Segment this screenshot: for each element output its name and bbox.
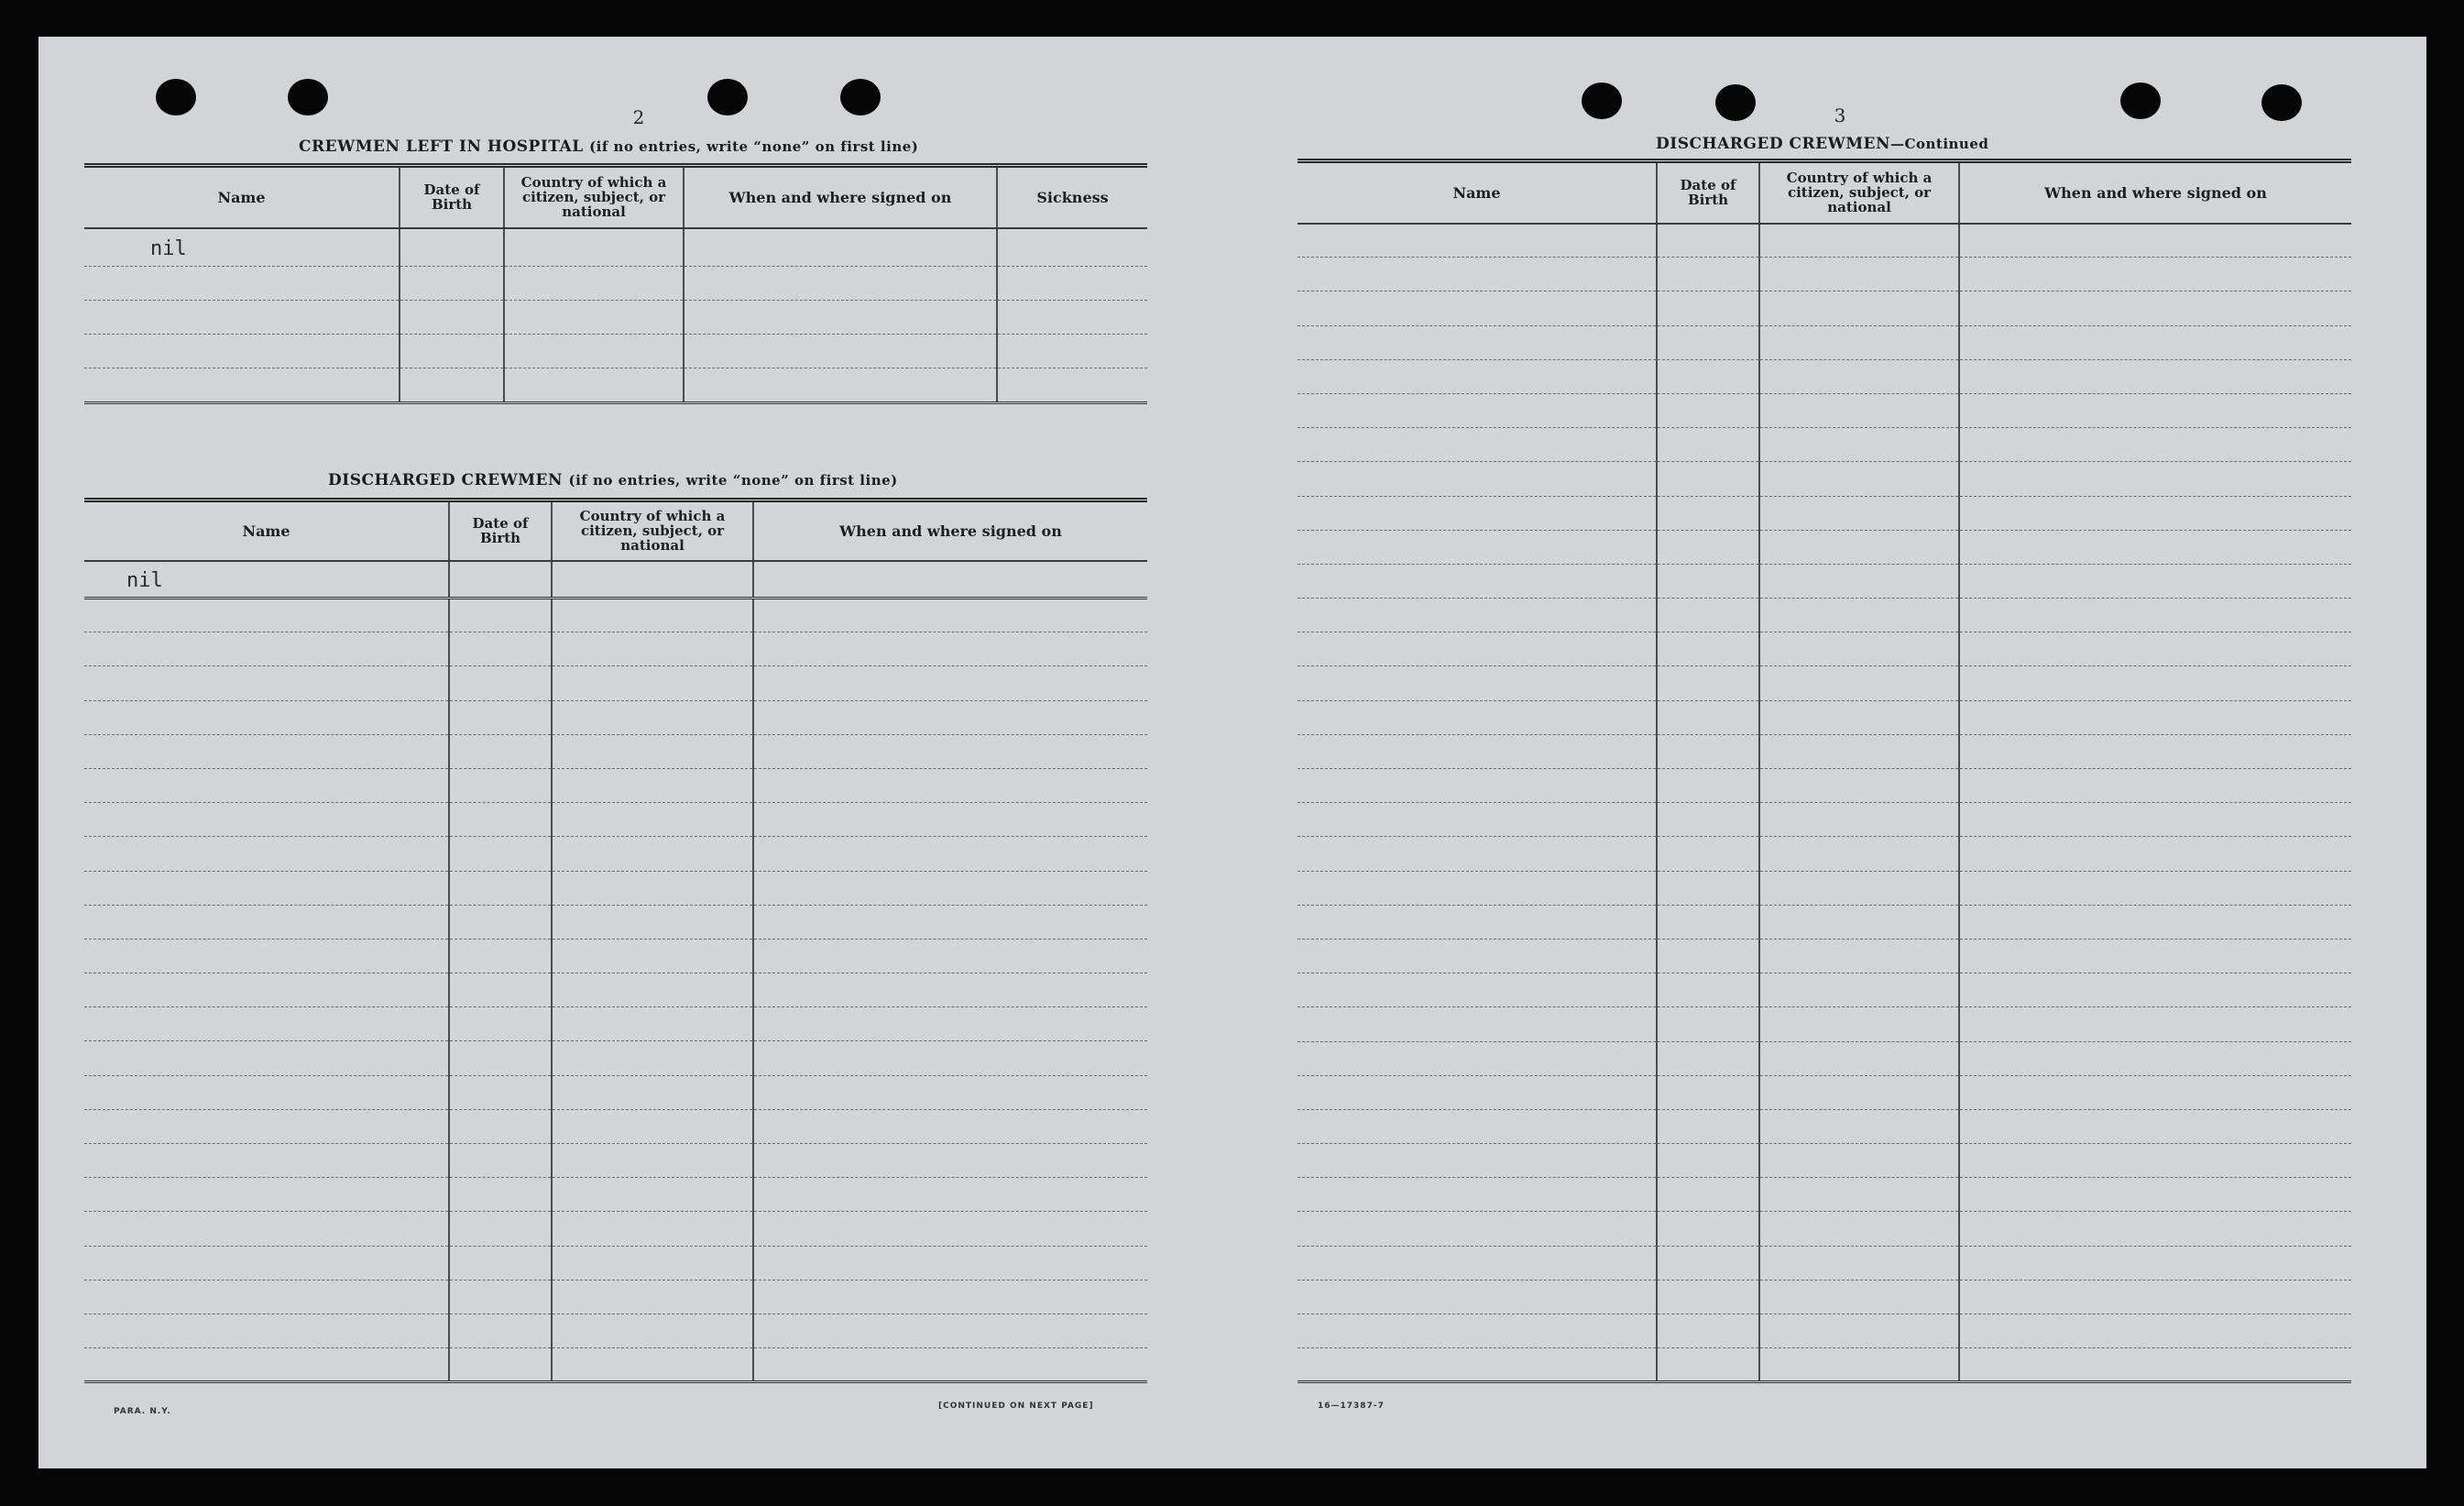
table-cell (84, 561, 449, 599)
table-cell (1759, 1212, 1959, 1246)
table-cell (1959, 325, 2351, 359)
table-cell (1657, 462, 1759, 496)
table-cell (1759, 1314, 1959, 1348)
table-cell (1759, 530, 1959, 564)
table-cell (84, 335, 400, 368)
column-header: Country of which a citizen, subject, or national (1759, 161, 1959, 224)
table-cell (84, 837, 449, 871)
table-cell (552, 632, 753, 666)
table-cell (1657, 803, 1759, 837)
table-cell (449, 973, 552, 1007)
table-cell (449, 599, 552, 632)
table-cell (1298, 599, 1657, 632)
table-cell (753, 1007, 1147, 1041)
printer-mark: PARA. N.Y. (114, 1407, 171, 1416)
table-cell (84, 1075, 449, 1109)
table-cell (1657, 1178, 1759, 1212)
table-cell (1959, 599, 2351, 632)
table-cell (449, 734, 552, 768)
table-cell (552, 1007, 753, 1041)
table-cell (753, 1280, 1147, 1314)
table-cell (1657, 1212, 1759, 1246)
table-cell (1298, 496, 1657, 530)
table-cell (552, 1348, 753, 1382)
table-cell (1959, 1075, 2351, 1109)
table-cell (1759, 1144, 1959, 1178)
table-cell (84, 1246, 449, 1280)
table-cell (449, 871, 552, 905)
table-cell (1298, 564, 1657, 598)
table-cell (1959, 530, 2351, 564)
table-cell (1657, 496, 1759, 530)
table-cell (1959, 700, 2351, 734)
punch-hole-icon (2120, 82, 2161, 119)
table-cell (1657, 1246, 1759, 1280)
table-cell (504, 368, 684, 403)
table-cell (1298, 1280, 1657, 1314)
table-cell (1657, 1348, 1759, 1382)
table-cell (449, 939, 552, 973)
table-cell (1298, 530, 1657, 564)
table-cell (1298, 769, 1657, 803)
column-header: Name (1298, 161, 1657, 224)
table-cell (449, 837, 552, 871)
table-cell (1959, 1007, 2351, 1041)
table-cell (1657, 1109, 1759, 1143)
table-cell (1657, 291, 1759, 325)
table-cell (84, 632, 449, 666)
table-cell (504, 228, 684, 267)
table-cell (1657, 325, 1759, 359)
table-cell (84, 871, 449, 905)
table-cell (753, 939, 1147, 973)
table-cell (1759, 564, 1959, 598)
table-cell (1959, 1212, 2351, 1246)
table-cell (1657, 973, 1759, 1007)
table-cell (552, 1246, 753, 1280)
table-cell (753, 1246, 1147, 1280)
table-cell (1759, 1348, 1959, 1382)
table-cell (1657, 359, 1759, 393)
table-cell (1298, 1041, 1657, 1075)
table-cell (753, 837, 1147, 871)
table-cell (552, 561, 753, 599)
table-cell (449, 632, 552, 666)
table-cell (997, 228, 1147, 267)
discharged-continued-table (1298, 159, 2351, 1383)
table-cell (84, 905, 449, 939)
hospital-table (84, 163, 1147, 404)
table-cell (1959, 393, 2351, 427)
table-cell (753, 599, 1147, 632)
table-cell (84, 939, 449, 973)
column-header: When and where signed on (753, 500, 1147, 561)
table-cell (1298, 393, 1657, 427)
table-cell (449, 1246, 552, 1280)
table-cell (1298, 1007, 1657, 1041)
table-cell (753, 1075, 1147, 1109)
table-cell (1959, 939, 2351, 973)
table-cell (684, 335, 997, 368)
table-cell (1759, 496, 1959, 530)
table-cell (449, 768, 552, 802)
table-cell (84, 267, 400, 301)
table-cell (753, 561, 1147, 599)
table-cell (1759, 599, 1959, 632)
punch-hole-icon (840, 79, 881, 115)
table-cell (1298, 1246, 1657, 1280)
table-cell (1657, 769, 1759, 803)
table-cell (1657, 258, 1759, 291)
table-cell (84, 1007, 449, 1041)
table-cell (449, 1109, 552, 1143)
table-cell (1759, 905, 1959, 939)
table-cell (753, 871, 1147, 905)
table-cell (84, 1109, 449, 1143)
table-cell (1298, 1212, 1657, 1246)
table-cell (449, 1007, 552, 1041)
handwritten-entry: nil (150, 237, 187, 261)
table-cell (1298, 1178, 1657, 1212)
discharged-section-title: DISCHARGED CREWMEN (if no entries, write “none” on first line) (328, 471, 898, 489)
table-cell (1759, 1280, 1959, 1314)
table-cell (1959, 871, 2351, 905)
table-cell (449, 905, 552, 939)
table-cell (684, 228, 997, 267)
column-header: When and where signed on (1959, 161, 2351, 224)
table-cell (84, 973, 449, 1007)
table-cell (1657, 530, 1759, 564)
table-cell (1657, 224, 1759, 258)
table-cell (1759, 803, 1959, 837)
table-cell (753, 632, 1147, 666)
table-cell (1298, 1314, 1657, 1348)
table-cell (504, 267, 684, 301)
table-cell (1657, 428, 1759, 462)
table-cell (1759, 666, 1959, 700)
table-cell (753, 1144, 1147, 1178)
table-cell (449, 803, 552, 837)
table-cell (1959, 258, 2351, 291)
table-cell (997, 335, 1147, 368)
table-cell (997, 267, 1147, 301)
table-cell (504, 335, 684, 368)
table-cell (552, 666, 753, 700)
page-number-left: 2 (632, 106, 645, 128)
table-cell (1298, 666, 1657, 700)
table-cell (552, 905, 753, 939)
table-cell (1759, 1075, 1959, 1109)
table-cell (753, 734, 1147, 768)
table-cell (1759, 1007, 1959, 1041)
table-cell (753, 1348, 1147, 1382)
table-cell (1759, 258, 1959, 291)
continued-note: [CONTINUED ON NEXT PAGE] (938, 1402, 1094, 1411)
table-cell (1759, 291, 1959, 325)
table-cell (1298, 632, 1657, 666)
table-cell (1759, 462, 1959, 496)
table-cell (552, 871, 753, 905)
table-cell (1657, 1075, 1759, 1109)
table-cell (1759, 393, 1959, 427)
table-cell (552, 1314, 753, 1347)
punch-hole-icon (1715, 84, 1756, 121)
table-cell (84, 368, 400, 403)
table-cell (1959, 1041, 2351, 1075)
table-cell (449, 1178, 552, 1212)
table-cell (84, 1144, 449, 1178)
discharged-table (84, 498, 1147, 1383)
table-cell (84, 1178, 449, 1212)
column-header: Country of which a citizen, subject, or national (552, 500, 753, 561)
table-cell (552, 734, 753, 768)
table-cell (1298, 325, 1657, 359)
form-number: 16—17387-7 (1318, 1402, 1385, 1411)
table-cell (1298, 1348, 1657, 1382)
table-cell (1657, 1007, 1759, 1041)
table-cell (1657, 700, 1759, 734)
table-cell (1959, 1178, 2351, 1212)
table-cell (552, 803, 753, 837)
table-cell (1298, 291, 1657, 325)
table-cell (1959, 428, 2351, 462)
document-sheet (38, 37, 2426, 1468)
table-cell (1959, 632, 2351, 666)
table-cell (552, 1109, 753, 1143)
column-header: Sickness (997, 166, 1147, 228)
table-cell (1759, 837, 1959, 871)
table-cell (1959, 291, 2351, 325)
table-cell (1759, 325, 1959, 359)
punch-hole-icon (2261, 84, 2302, 121)
table-cell (1759, 734, 1959, 768)
table-cell (449, 1041, 552, 1075)
table-cell (1298, 734, 1657, 768)
table-cell (552, 837, 753, 871)
table-cell (1657, 564, 1759, 598)
table-cell (84, 700, 449, 734)
table-cell (1298, 905, 1657, 939)
table-cell (84, 1041, 449, 1075)
table-cell (1657, 905, 1759, 939)
table-cell (84, 768, 449, 802)
table-cell (449, 561, 552, 599)
table-cell (1759, 1109, 1959, 1143)
handwritten-entry: nil (126, 569, 163, 593)
punch-hole-icon (156, 79, 196, 115)
table-cell (1959, 666, 2351, 700)
table-cell (753, 1212, 1147, 1246)
table-cell (997, 368, 1147, 403)
table-cell (1959, 973, 2351, 1007)
table-cell (449, 1314, 552, 1347)
table-cell (552, 1041, 753, 1075)
table-cell (552, 700, 753, 734)
table-cell (1959, 1348, 2351, 1382)
column-header: Date of Birth (400, 166, 504, 228)
table-cell (753, 1178, 1147, 1212)
table-cell (552, 1144, 753, 1178)
table-cell (1657, 1144, 1759, 1178)
table-cell (1759, 428, 1959, 462)
table-cell (84, 301, 400, 335)
table-cell (84, 666, 449, 700)
table-cell (552, 599, 753, 632)
table-cell (1959, 1144, 2351, 1178)
column-header: Name (84, 166, 400, 228)
table-cell (400, 368, 504, 403)
table-cell (684, 267, 997, 301)
table-cell (753, 700, 1147, 734)
table-cell (1959, 496, 2351, 530)
column-header: Date of Birth (449, 500, 552, 561)
table-cell (1298, 462, 1657, 496)
column-header: Country of which a citizen, subject, or national (504, 166, 684, 228)
table-cell (1759, 1246, 1959, 1280)
discharged-continued-title: DISCHARGED CREWMEN—Continued (1656, 135, 1989, 153)
table-cell (1298, 224, 1657, 258)
table-cell (1298, 803, 1657, 837)
table-cell (684, 301, 997, 335)
table-cell (1657, 1041, 1759, 1075)
table-cell (1759, 1041, 1959, 1075)
table-cell (1657, 837, 1759, 871)
table-cell (400, 335, 504, 368)
punch-hole-icon (707, 79, 748, 115)
table-cell (449, 700, 552, 734)
table-cell (1959, 905, 2351, 939)
table-cell (504, 301, 684, 335)
table-cell (1657, 666, 1759, 700)
table-cell (1657, 939, 1759, 973)
table-cell (1959, 734, 2351, 768)
table-cell (1959, 462, 2351, 496)
table-cell (1759, 224, 1959, 258)
table-cell (1298, 1109, 1657, 1143)
table-cell (400, 301, 504, 335)
table-cell (1959, 224, 2351, 258)
table-cell (1759, 700, 1959, 734)
table-cell (84, 599, 449, 632)
table-cell (1759, 973, 1959, 1007)
table-cell (1759, 359, 1959, 393)
table-cell (1298, 428, 1657, 462)
table-cell (1657, 871, 1759, 905)
table-cell (449, 1075, 552, 1109)
table-cell (1959, 1314, 2351, 1348)
table-cell (684, 368, 997, 403)
table-cell (552, 939, 753, 973)
table-cell (400, 228, 504, 267)
punch-hole-icon (288, 79, 328, 115)
page-number-right: 3 (1834, 104, 1846, 126)
table-cell (84, 1212, 449, 1246)
table-cell (753, 1041, 1147, 1075)
table-cell (997, 301, 1147, 335)
table-cell (753, 905, 1147, 939)
table-cell (1657, 632, 1759, 666)
table-cell (1959, 803, 2351, 837)
table-cell (552, 768, 753, 802)
table-cell (753, 803, 1147, 837)
table-cell (1298, 1144, 1657, 1178)
table-cell (753, 666, 1147, 700)
table-cell (753, 973, 1147, 1007)
table-cell (449, 1212, 552, 1246)
table-cell (1298, 939, 1657, 973)
table-cell (552, 1280, 753, 1314)
column-header: When and where signed on (684, 166, 997, 228)
table-cell (552, 973, 753, 1007)
table-cell (552, 1075, 753, 1109)
table-cell (449, 1144, 552, 1178)
table-cell (1959, 769, 2351, 803)
table-cell (1298, 700, 1657, 734)
table-cell (753, 1314, 1147, 1347)
table-cell (1657, 599, 1759, 632)
table-cell (1298, 1075, 1657, 1109)
table-cell (1657, 734, 1759, 768)
hospital-section-title: CREWMEN LEFT IN HOSPITAL (if no entries, write “none” on first line) (299, 137, 919, 156)
table-cell (84, 734, 449, 768)
table-cell (552, 1178, 753, 1212)
table-cell (84, 1314, 449, 1347)
table-cell (1959, 564, 2351, 598)
table-cell (1759, 632, 1959, 666)
table-cell (1959, 1109, 2351, 1143)
table-cell (1759, 769, 1959, 803)
table-cell (84, 1348, 449, 1382)
table-cell (1759, 939, 1959, 973)
table-cell (1298, 973, 1657, 1007)
table-cell (1959, 359, 2351, 393)
table-cell (400, 267, 504, 301)
table-cell (1759, 1178, 1959, 1212)
table-cell (449, 1280, 552, 1314)
table-cell (1959, 1246, 2351, 1280)
table-cell (84, 1280, 449, 1314)
table-cell (552, 1212, 753, 1246)
table-cell (1657, 1280, 1759, 1314)
table-cell (1759, 871, 1959, 905)
table-cell (753, 1109, 1147, 1143)
table-cell (1657, 1314, 1759, 1348)
table-cell (84, 803, 449, 837)
table-cell (84, 228, 400, 267)
table-cell (753, 768, 1147, 802)
table-cell (1298, 258, 1657, 291)
punch-hole-icon (1582, 82, 1622, 119)
table-cell (1959, 1280, 2351, 1314)
column-header: Name (84, 500, 449, 561)
table-cell (449, 1348, 552, 1382)
column-header: Date of Birth (1657, 161, 1759, 224)
table-cell (449, 666, 552, 700)
table-cell (1298, 837, 1657, 871)
table-cell (1298, 871, 1657, 905)
table-cell (1959, 837, 2351, 871)
table-cell (1298, 359, 1657, 393)
table-cell (1657, 393, 1759, 427)
